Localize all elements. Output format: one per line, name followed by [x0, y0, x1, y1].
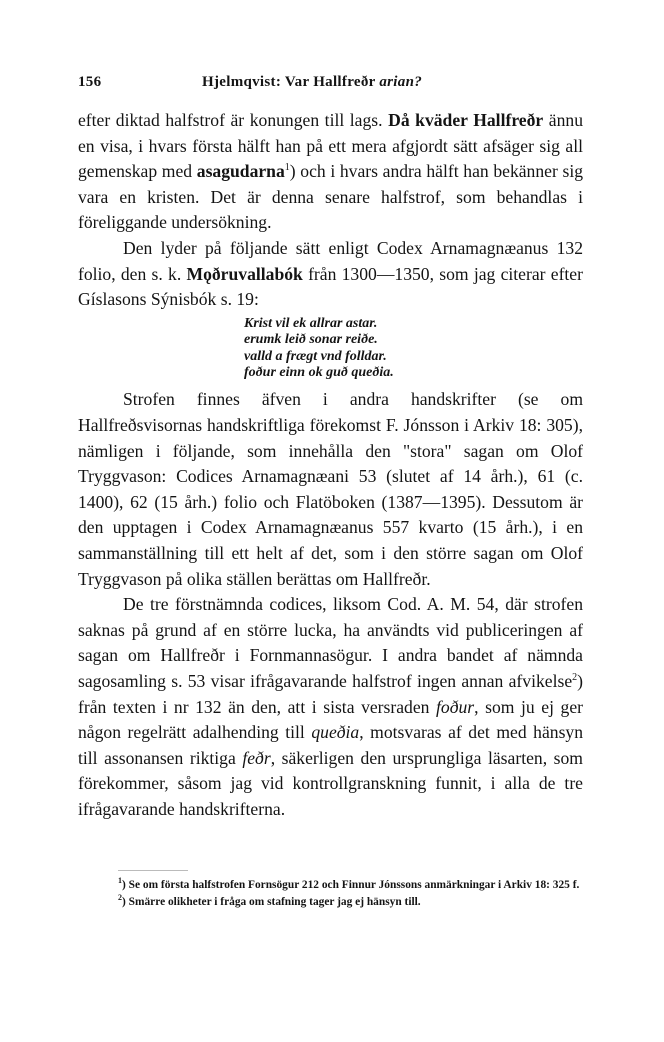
italic-term: feðr [242, 747, 271, 768]
footnote [78, 877, 583, 894]
bold-run: Då kväder Hallfreðr [388, 110, 544, 130]
paragraph [78, 387, 583, 592]
footnote-reference: 1 [284, 162, 290, 174]
footnote-marker: 2 [118, 893, 122, 903]
running-title-main: Hjelmqvist: Var Hallfreðr [202, 74, 380, 90]
verse-line: erumk leið sonar reiðe. [244, 332, 378, 348]
verse-line: Krist vil ek allrar astar. [244, 315, 378, 331]
footnote-text: ) Smärre olikheter i fråga om stafning tager jag ej hänsyn till. [122, 896, 421, 908]
bold-run: asagudarna [196, 161, 285, 182]
paragraph [78, 236, 583, 313]
page-header [78, 74, 583, 96]
footnotes [78, 877, 583, 911]
verse-line: valld a frægt vnd folldar. [244, 348, 387, 364]
running-title-italic: arian? [379, 74, 423, 90]
text-run: efter diktad halfstrof är konungen till lags. [78, 110, 389, 130]
text-run: Strofen finnes äfven i andra handskrifter (se om Hallfreðsvisornas handskriftliga förekomst F. Jónsson i Arkiv 18: 305), nämligen i följande, som innehålla den "stora" sagan om Olof Tryggvason: Codices Arnamagnæani 53 (slutet af 14 årh.), 61 (c. 1400), 62 (15 årh.) folio och Flatöboken (1387—1395). Dessutom är den upptagen i Codex Arnamagnæanus 557 kvarto (15 årh.), i en sammanställning till ett helt af det, som i den större sagan om Olof Tryggvason på olika ställen berättas om Hallfreðr. [78, 389, 583, 589]
paragraph [78, 592, 583, 822]
running-title [202, 74, 422, 91]
text-run: , som ju ej ger någon regelrätt adalhending till [78, 696, 583, 743]
footnote-marker: 1 [118, 876, 122, 886]
page-number: 156 [78, 74, 102, 90]
italic-term: foður [436, 696, 475, 717]
footnote-reference: 2 [572, 672, 578, 684]
text-run: ) från texten i nr 132 än den, att i sista versraden [78, 670, 583, 717]
italic-term: queðia [311, 722, 360, 743]
verse-quotation [78, 313, 583, 388]
text-run: ) och i hvars andra hälft han bekänner sig vara en kristen. Det är denna senare halfstrof, som behandlas i föreliggande undersökning. [78, 161, 584, 233]
body-text [78, 108, 583, 822]
footnote-rule [118, 870, 188, 871]
verse-line: foður einn ok guð queðia. [244, 364, 394, 380]
footnote [78, 894, 583, 911]
text-run: Den lyder på följande sätt enligt Codex Arnamagnæanus 132 folio, den s. k. [78, 237, 583, 284]
paragraph [78, 108, 583, 236]
text-run: , säkerligen den ursprungliga läsarten, som förekommer, såsom jag vid kontrollgranskning funnit, i alla de tre ifrågavarande handskrifterna. [78, 747, 583, 819]
text-run: från 1300—1350, som jag citerar efter Gíslasons Sýnisbók s. 19: [78, 263, 583, 310]
text-run: , motsvaras af det med hänsyn till assonansen riktiga [78, 722, 584, 768]
bold-run: Mǫðruvallabók [186, 263, 303, 284]
footnote-text: ) Se om första halfstrofen Fornsögur 212 och Finnur Jónssons anmärkningar i Arkiv 18: 325 f. [122, 879, 580, 891]
text-run: De tre förstnämnda codices, liksom Cod. A. M. 54, där strofen saknas på grund af en större lucka, ha användts vid publiceringen af sagan om Hallfreðr i Fornmannasögur. I andra bandet af nämnda sagosamling s. 53 visar ifrågavarande halfstrof ingen annan afvikelse [78, 594, 583, 691]
text-run: ännu en visa, i hvars första hälft han på ett mera afgjordt sätt afsäger sig all gemenskap med [78, 110, 583, 182]
